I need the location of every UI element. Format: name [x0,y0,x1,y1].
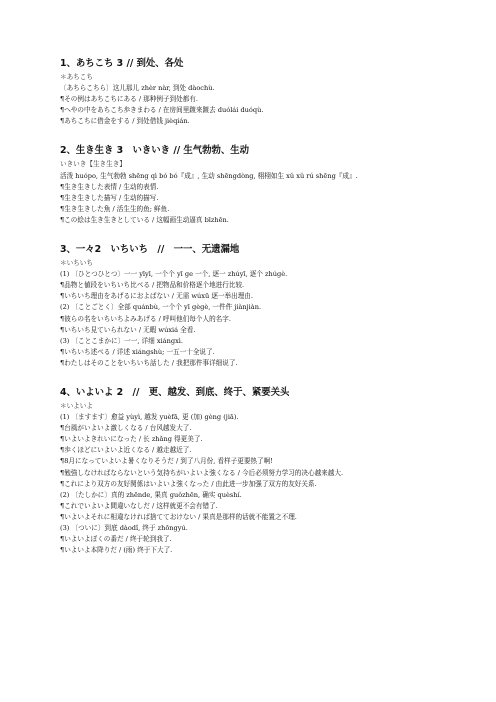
sense-line: (3) 〔ことこまかに〕一一, 详细 xiángxì. [60,336,183,345]
entry-reading: ＊あちこち [60,73,93,81]
example-line: ¶いちいち見ていられない / 无暇 wúxiá 全看. [60,325,196,334]
sense-line: (3) 〔ついに〕到底 dàodǐ, 终于 zhōngyú. [60,524,188,532]
entry-reading: ＊いちいち [60,259,93,268]
example-line: ¶彼らの名をいちいちよみあげる / 呼叫他们每个人的名字. [60,314,231,323]
vocab-entry-2 [60,145,450,226]
entry-title: 3、一々2 いちいち // 一一、无遗漏地 [60,244,240,256]
example-line: ¶勉強しなければならないという気持ちがいよいよ強くなる / 今后必须努力学习的决心越来越大. [60,468,344,477]
example-line: ¶いよいよぼくの番だ / 终于轮到我了. [60,535,172,544]
example-line: ¶あちこちに借金をする / 到处借钱 jièqián. [60,117,190,126]
example-line: ¶8月になっていよいよ暑くなりそうだ / 到了八月份, 看样子更要热了啊! [60,457,273,466]
entry-line: 〔あちらこちら〕这儿那儿 zhèr nàr, 到处 dàochù. [60,84,215,93]
example-line: ¶生き生きした表情 / 生动的表情. [60,182,159,191]
vocab-entry-1 [60,58,450,127]
entry-title: 1、あちこち 3 // 到处、各处 [60,58,184,69]
entry-title: 2、生き生き 3 いきいき // 生气勃勃、生动 [60,145,250,157]
entry-reading: いきいき【生き生き】 [60,160,126,169]
example-line: ¶いよいよそれに相違なければ捨てておけない / 果真是那样的话就不能置之不理. [60,512,297,521]
document-page [60,58,450,574]
example-line: ¶その例はあちこちにある / 那种例子到处都有. [60,95,198,104]
entry-title: 4、いよいよ 2 // 更、越发、到底、终于、紧要关头 [60,386,290,398]
sense-line: (2) 〔ことごとく〕全部 quánbù, 一个个 yī gègè, 一件件 jiànjiàn. [60,303,262,312]
sense-line: (1) 〔ますます〕愈益 yùyì, 越发 yuèfā, 更 (加) gèng (jiā). [60,413,239,422]
example-line: ¶品物と値段をいちいち比べる / 把物品和价格逐个地进行比较. [60,281,245,290]
example-line: ¶へやの中をあちこち歩きまわる / 在房间里踱来踱去 duólái duóqù. [60,106,264,115]
vocab-entry-4 [60,387,450,556]
example-line: ¶いよいよ本降りだ / (雨) 终于下大了. [60,546,173,555]
example-line: ¶これにより双方の友好関係はいよいよ強くなった / 由此进一步加强了双方的友好关系. [60,479,317,488]
sense-line: (1) 〔ひとつひとつ〕一一 yīyī, 一个个 yī ge 一个, 逐一 zhúyī, 逐个 zhúgè. [60,270,288,279]
example-line: ¶いちいち理由をあげるにおよばない / 无需 wúxū 逐一举出理由. [60,292,254,301]
entry-line: 活泼 huópo, 生气勃勃 shēng qì bó bó『成』, 生动 shēngdòng, 栩栩如生 xǔ xǔ rú shēng『成』. [60,171,358,180]
vocab-entry-3 [60,244,450,369]
example-line: ¶いよいよきれいになった / 长 zhǎng 得更美了. [60,435,203,444]
example-line: ¶いちいち述べる / 详述 xiángshù; 一五一十全说了. [60,347,215,356]
example-line: ¶この絵は生き生きとしている / 这幅画生动逼真 bīzhēn. [60,215,229,224]
example-line: ¶台風がいよいよ激しくなる / 台风越发大了. [60,424,192,433]
entry-reading: ＊いよいよ [60,401,93,410]
sense-line: (2) 〔たしかに〕真的 zhēnde, 果真 guǒzhēn, 确实 quèshí. [60,490,242,499]
example-line: ¶生き生きした描写 / 生动的描写. [60,193,159,202]
example-line: ¶これでいよいよ間違いなしだ / 这样就更不会有错了. [60,501,218,510]
example-line: ¶わたしはそのことをいちいち話した / 我把那件事详细说了. [60,358,238,367]
example-line: ¶歩くほどにいよいよ近くなる / 越走越近了. [60,446,192,455]
example-line: ¶生き生きした魚 / 活生生的鱼; 鲜鱼. [60,204,170,213]
